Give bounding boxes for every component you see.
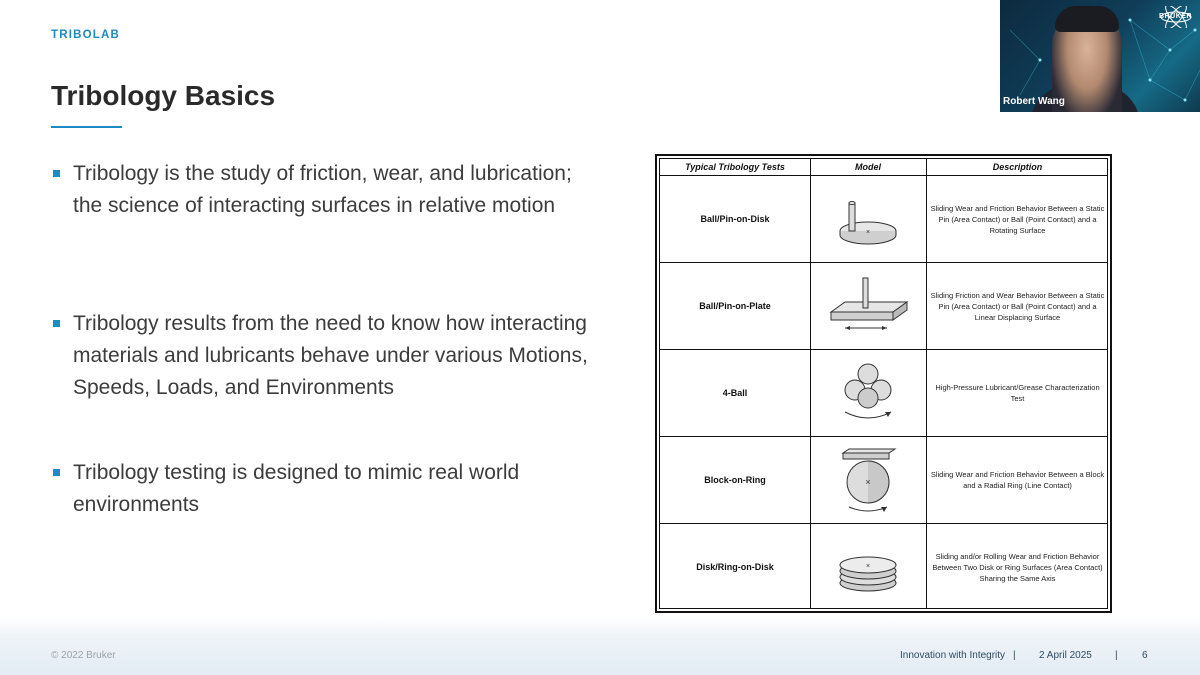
page-number: 6: [1142, 650, 1148, 661]
bullet-square-icon: [53, 320, 60, 327]
svg-text:×: ×: [865, 563, 871, 570]
block-on-ring-icon: [810, 437, 926, 523]
bullet-text: Tribology testing is designed to mimic real world environments: [73, 461, 520, 516]
pin-on-disk-icon: [810, 176, 926, 262]
participant-hair: [1055, 6, 1119, 32]
footer-fade: [0, 617, 1200, 637]
slide-footer: [0, 637, 1200, 675]
test-name: Ball/Pin-on-Plate: [699, 301, 771, 311]
table-header-tests: Typical Tribology Tests: [685, 162, 785, 172]
table-row: [660, 350, 1107, 437]
participant-name: Robert Wang: [1003, 96, 1065, 107]
slide-title: Tribology Basics: [51, 80, 276, 111]
test-description: Sliding and/or Rolling Wear and Friction Behavior Between Two Disk or Ring Surfaces (Area Contact) Sharing the Same Axis: [932, 551, 1103, 583]
svg-text:×: ×: [865, 229, 871, 236]
ring-on-disk-icon: [810, 524, 926, 610]
bullet-text: Tribology is the study of friction, wear, and lubrication; the science of interacting surfaces in relative motion: [73, 162, 572, 217]
test-description: Sliding Wear and Friction Behavior Between a Block and a Radial Ring (Line Contact): [930, 470, 1105, 490]
test-description: High-Pressure Lubricant/Grease Characterization Test: [935, 383, 1100, 403]
test-name: Ball/Pin-on-Disk: [700, 214, 770, 224]
copyright: © 2022 Bruker: [51, 650, 116, 661]
svg-text:×: ×: [865, 477, 871, 487]
bullet-item: [51, 308, 591, 404]
test-name: Block-on-Ring: [704, 475, 766, 485]
footer-tagline: Innovation with Integrity: [900, 650, 1006, 661]
bruker-logo-text: BRUKER: [1159, 13, 1192, 20]
bullet-text: Tribology results from the need to know how interacting materials and lubricants behave under various Motions, Speeds, Loads, and Environments: [73, 312, 588, 399]
table-header-description: Description: [992, 162, 1043, 172]
table-row: [660, 437, 1107, 524]
bullet-item: [51, 158, 591, 222]
pin-on-plate-icon: [810, 263, 926, 349]
footer-separator: |: [1115, 650, 1118, 661]
footer-separator: |: [1013, 650, 1016, 661]
test-name: 4-Ball: [722, 388, 748, 398]
table-header-model: Model: [855, 162, 881, 172]
table-row: [660, 263, 1107, 350]
table-header-row: [660, 159, 1107, 176]
bullet-square-icon: [53, 469, 60, 476]
test-description: Sliding Friction and Wear Behavior Between a Static Pin (Area Contact) or Ball (Point Contact) and a Linear Displacing Surface: [930, 290, 1105, 322]
four-ball-icon: [810, 350, 926, 436]
test-name: Disk/Ring-on-Disk: [696, 562, 774, 572]
bullet-square-icon: [53, 170, 60, 177]
footer-date: 2 April 2025: [1039, 650, 1092, 661]
test-description: Sliding Wear and Friction Behavior Between a Static Pin (Area Contact) or Ball (Point Contact) and a Rotating Surface: [930, 203, 1105, 235]
table-row: [660, 524, 1107, 610]
section-eyebrow: TRIBOLAB: [51, 29, 121, 41]
table-row: [660, 176, 1107, 263]
bullet-item: [51, 457, 591, 521]
title-underline: [51, 126, 122, 128]
tribology-tests-table: [655, 154, 1112, 613]
webcam-video-tile[interactable]: [1000, 0, 1200, 112]
